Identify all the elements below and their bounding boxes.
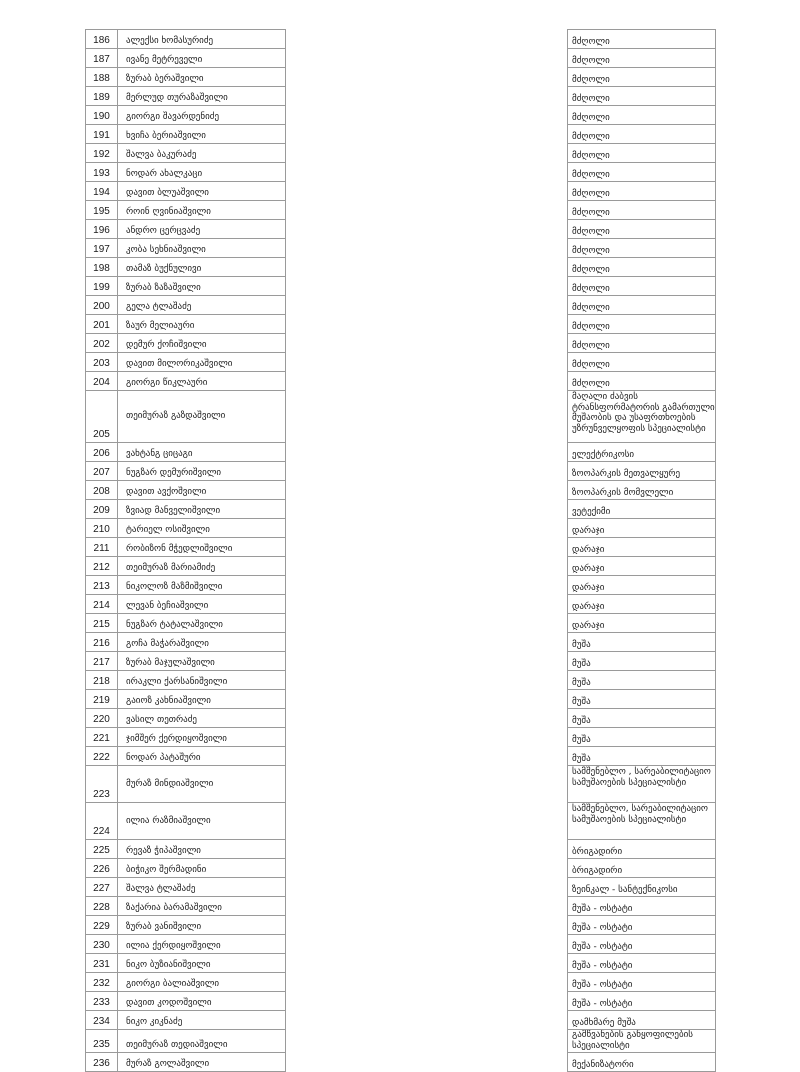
table-row [86, 87, 716, 106]
table-row [86, 652, 716, 671]
employee-name: ვახტანგ ციცაგი [118, 443, 286, 462]
spacer-cell [286, 576, 568, 595]
employee-name: გოჩა მაჭარაშვილი [118, 633, 286, 652]
row-number: 225 [86, 840, 118, 859]
table-row [86, 481, 716, 500]
spacer-cell [286, 614, 568, 633]
employee-name: გიორგი წიკლაური [118, 372, 286, 391]
employee-name: დავით ბლუაშვილი [118, 182, 286, 201]
employee-name: ილია რაზმიაშვილი [118, 803, 286, 840]
employee-name: მურაზ გოლაშვილი [118, 1053, 286, 1072]
row-number: 200 [86, 296, 118, 315]
spacer-cell [286, 897, 568, 916]
spacer-cell [286, 334, 568, 353]
spacer-cell [286, 935, 568, 954]
employee-name: ალექსი ხომასურიძე [118, 30, 286, 49]
spacer-cell [286, 500, 568, 519]
spacer-cell [286, 840, 568, 859]
spacer-cell [286, 747, 568, 766]
employee-name: ჯიმშერ ქერდიყოშვილი [118, 728, 286, 747]
employee-position: მუშა [568, 652, 716, 671]
row-number: 222 [86, 747, 118, 766]
spacer-cell [286, 954, 568, 973]
spacer-cell [286, 595, 568, 614]
staff-table-body [86, 30, 716, 1072]
employee-position: მუშა [568, 671, 716, 690]
row-number: 207 [86, 462, 118, 481]
row-number: 221 [86, 728, 118, 747]
employee-name: დავით კოდოშვილი [118, 992, 286, 1011]
table-row [86, 372, 716, 391]
employee-name: ხვიჩა ბერიაშვილი [118, 125, 286, 144]
employee-name: ზურაბ ზაზაშვილი [118, 277, 286, 296]
table-row [86, 201, 716, 220]
employee-position: ზეინკალ - სანტექნიკოსი [568, 878, 716, 897]
employee-position: მძღოლი [568, 49, 716, 68]
row-number: 234 [86, 1011, 118, 1030]
table-row [86, 334, 716, 353]
table-row [86, 633, 716, 652]
employee-position: მუშა - ოსტატი [568, 954, 716, 973]
spacer-cell [286, 803, 568, 840]
employee-name: ზაურ მელიაური [118, 315, 286, 334]
staff-list-document [85, 29, 715, 1072]
row-number: 211 [86, 538, 118, 557]
employee-name: თეიმურაზ მარიამიძე [118, 557, 286, 576]
table-row [86, 709, 716, 728]
spacer-cell [286, 916, 568, 935]
row-number: 223 [86, 766, 118, 803]
employee-position: მძღოლი [568, 353, 716, 372]
employee-name: ვასილ თეთრაძე [118, 709, 286, 728]
employee-position: მძღოლი [568, 144, 716, 163]
employee-position: მძღოლი [568, 277, 716, 296]
employee-position: მძღოლი [568, 220, 716, 239]
row-number: 188 [86, 68, 118, 87]
spacer-cell [286, 481, 568, 500]
table-row [86, 144, 716, 163]
employee-name: გიორგი შავარდენიძე [118, 106, 286, 125]
employee-position: ზოოპარკის მომვლელი [568, 481, 716, 500]
employee-name: ნოდარ ახალკაცი [118, 163, 286, 182]
table-row [86, 353, 716, 372]
employee-position: ელექტრიკოსი [568, 443, 716, 462]
employee-name: ნიკო კიკნაძე [118, 1011, 286, 1030]
spacer-cell [286, 315, 568, 334]
employee-position: მძღოლი [568, 163, 716, 182]
table-row [86, 576, 716, 595]
spacer-cell [286, 201, 568, 220]
table-row [86, 803, 716, 840]
table-row [86, 878, 716, 897]
employee-position: მუშა - ოსტატი [568, 897, 716, 916]
employee-position: დარაჯი [568, 519, 716, 538]
row-number: 196 [86, 220, 118, 239]
table-row [86, 1030, 716, 1053]
spacer-cell [286, 992, 568, 1011]
employee-position: მძღოლი [568, 296, 716, 315]
employee-name: შალვა ტლაშაძე [118, 878, 286, 897]
row-number: 209 [86, 500, 118, 519]
employee-position: მძღოლი [568, 182, 716, 201]
table-row [86, 443, 716, 462]
employee-position: დარაჯი [568, 576, 716, 595]
employee-position: მძღოლი [568, 258, 716, 277]
spacer-cell [286, 443, 568, 462]
table-row [86, 125, 716, 144]
employee-position: მუშა - ოსტატი [568, 992, 716, 1011]
employee-name: გაიოზ კახნიაშვილი [118, 690, 286, 709]
row-number: 193 [86, 163, 118, 182]
employee-name: ნუგზარ ტატალაშვილი [118, 614, 286, 633]
employee-name: ზურაბ მაჯულაშვილი [118, 652, 286, 671]
table-row [86, 859, 716, 878]
row-number: 192 [86, 144, 118, 163]
spacer-cell [286, 1030, 568, 1053]
employee-position: დარაჯი [568, 538, 716, 557]
row-number: 213 [86, 576, 118, 595]
employee-position: მძღოლი [568, 201, 716, 220]
row-number: 217 [86, 652, 118, 671]
table-row [86, 538, 716, 557]
employee-name: კობა სეხნიაშვილი [118, 239, 286, 258]
employee-name: ნუგზარ დემურიშვილი [118, 462, 286, 481]
spacer-cell [286, 519, 568, 538]
employee-position: დარაჯი [568, 595, 716, 614]
row-number: 190 [86, 106, 118, 125]
spacer-cell [286, 182, 568, 201]
row-number: 210 [86, 519, 118, 538]
employee-name: ნიკო ბუზიანიშვილი [118, 954, 286, 973]
table-row [86, 690, 716, 709]
spacer-cell [286, 859, 568, 878]
employee-name: ილია ქერდიყოშვილი [118, 935, 286, 954]
table-row [86, 973, 716, 992]
table-row [86, 462, 716, 481]
employee-position: დარაჯი [568, 557, 716, 576]
spacer-cell [286, 296, 568, 315]
spacer-cell [286, 144, 568, 163]
row-number: 197 [86, 239, 118, 258]
table-row [86, 728, 716, 747]
employee-position: მძღოლი [568, 30, 716, 49]
table-row [86, 614, 716, 633]
employee-name: დავით ავქოშვილი [118, 481, 286, 500]
employee-name: ზვიად მანველიშვილი [118, 500, 286, 519]
row-number: 203 [86, 353, 118, 372]
employee-position: ვეტექიმი [568, 500, 716, 519]
employee-name: ივანე მეტრეველი [118, 49, 286, 68]
spacer-cell [286, 87, 568, 106]
table-row [86, 557, 716, 576]
row-number: 205 [86, 391, 118, 443]
employee-name: ზურაბ ვანიშვილი [118, 916, 286, 935]
spacer-cell [286, 462, 568, 481]
employee-name: ზურაბ ბერაშვილი [118, 68, 286, 87]
table-row [86, 840, 716, 859]
employee-name: რევაზ ჭიპაშვილი [118, 840, 286, 859]
spacer-cell [286, 633, 568, 652]
row-number: 198 [86, 258, 118, 277]
employee-name: რობიზონ მჭედლიშვილი [118, 538, 286, 557]
spacer-cell [286, 239, 568, 258]
spacer-cell [286, 1053, 568, 1072]
employee-position: მძღოლი [568, 68, 716, 87]
table-row [86, 220, 716, 239]
table-row [86, 595, 716, 614]
spacer-cell [286, 1011, 568, 1030]
table-row [86, 500, 716, 519]
employee-name: გელა ტლაშაძე [118, 296, 286, 315]
spacer-cell [286, 728, 568, 747]
table-row [86, 671, 716, 690]
row-number: 216 [86, 633, 118, 652]
staff-table [85, 29, 716, 1072]
table-row [86, 1053, 716, 1072]
table-row [86, 519, 716, 538]
table-row [86, 296, 716, 315]
employee-name: დემურ ქოჩიშვილი [118, 334, 286, 353]
employee-position: სამშენებლო, სარეაბილიტაციო სამუშაოების სპეციალისტი [568, 803, 716, 840]
employee-position: მუშა [568, 633, 716, 652]
employee-name: ზაქარია ბარამაშვილი [118, 897, 286, 916]
employee-name: ირაკლი ქარსანიშვილი [118, 671, 286, 690]
row-number: 224 [86, 803, 118, 840]
employee-position: დამხმარე მუშა [568, 1011, 716, 1030]
row-number: 206 [86, 443, 118, 462]
employee-position: ზოოპარკის მეთვალყურე [568, 462, 716, 481]
row-number: 195 [86, 201, 118, 220]
employee-position: გამწვანების განყოფილების სპეციალისტი [568, 1030, 716, 1053]
row-number: 208 [86, 481, 118, 500]
row-number: 212 [86, 557, 118, 576]
employee-name: ტარიელ ოსიშვილი [118, 519, 286, 538]
table-row [86, 277, 716, 296]
row-number: 233 [86, 992, 118, 1011]
spacer-cell [286, 671, 568, 690]
employee-name: თამაზ ბუქნულივი [118, 258, 286, 277]
table-row [86, 239, 716, 258]
row-number: 186 [86, 30, 118, 49]
employee-name: თეიმურაზ თედიაშვილი [118, 1030, 286, 1053]
spacer-cell [286, 49, 568, 68]
row-number: 218 [86, 671, 118, 690]
spacer-cell [286, 878, 568, 897]
spacer-cell [286, 106, 568, 125]
table-row [86, 916, 716, 935]
table-row [86, 747, 716, 766]
spacer-cell [286, 766, 568, 803]
row-number: 231 [86, 954, 118, 973]
row-number: 191 [86, 125, 118, 144]
spacer-cell [286, 973, 568, 992]
spacer-cell [286, 30, 568, 49]
row-number: 199 [86, 277, 118, 296]
table-row [86, 391, 716, 443]
employee-position: მუშა [568, 747, 716, 766]
spacer-cell [286, 163, 568, 182]
row-number: 189 [86, 87, 118, 106]
spacer-cell [286, 277, 568, 296]
table-row [86, 30, 716, 49]
row-number: 227 [86, 878, 118, 897]
table-row [86, 258, 716, 277]
row-number: 236 [86, 1053, 118, 1072]
employee-name: მურაზ მინდიაშვილი [118, 766, 286, 803]
table-row [86, 68, 716, 87]
employee-position: ბრიგადირი [568, 840, 716, 859]
spacer-cell [286, 709, 568, 728]
employee-name: ბიჭიკო შერმადინი [118, 859, 286, 878]
employee-name: ლევან ბეჩიაშვილი [118, 595, 286, 614]
employee-position: მუშა [568, 728, 716, 747]
table-row [86, 954, 716, 973]
employee-position: მძღოლი [568, 106, 716, 125]
employee-position: მაღალი ძაბვის ტრანსფორმატორის გამართული მუშაობის და უსაფრთხოების უზრუნველყოფის სპეციალისტი [568, 391, 716, 443]
row-number: 228 [86, 897, 118, 916]
employee-name: თეიმურაზ გაზდაშვილი [118, 391, 286, 443]
spacer-cell [286, 372, 568, 391]
spacer-cell [286, 538, 568, 557]
table-row [86, 766, 716, 803]
employee-position: დარაჯი [568, 614, 716, 633]
employee-position: მძღოლი [568, 372, 716, 391]
employee-position: მუშა - ოსტატი [568, 935, 716, 954]
employee-name: მერლუდ თურაზაშვილი [118, 87, 286, 106]
row-number: 235 [86, 1030, 118, 1053]
spacer-cell [286, 652, 568, 671]
row-number: 230 [86, 935, 118, 954]
table-row [86, 992, 716, 1011]
table-row [86, 49, 716, 68]
employee-position: მუშა - ოსტატი [568, 973, 716, 992]
spacer-cell [286, 557, 568, 576]
spacer-cell [286, 125, 568, 144]
spacer-cell [286, 353, 568, 372]
employee-name: ნოდარ პატაშური [118, 747, 286, 766]
spacer-cell [286, 220, 568, 239]
row-number: 219 [86, 690, 118, 709]
employee-name: ნიკოლოზ მაზმიშვილი [118, 576, 286, 595]
row-number: 214 [86, 595, 118, 614]
employee-position: მექანიზატორი [568, 1053, 716, 1072]
row-number: 229 [86, 916, 118, 935]
employee-position: მუშა [568, 709, 716, 728]
employee-name: შალვა ბაკურაძე [118, 144, 286, 163]
table-row [86, 182, 716, 201]
employee-name: როინ ღვინიაშვილი [118, 201, 286, 220]
spacer-cell [286, 391, 568, 443]
spacer-cell [286, 690, 568, 709]
employee-position: ბრიგადირი [568, 859, 716, 878]
row-number: 201 [86, 315, 118, 334]
employee-position: მძღოლი [568, 334, 716, 353]
employee-position: მძღოლი [568, 125, 716, 144]
employee-position: მუშა [568, 690, 716, 709]
table-row [86, 935, 716, 954]
employee-position: მძღოლი [568, 239, 716, 258]
employee-position: სამშენებლო , სარეაბილიტაციო სამუშაოების სპეციალისტი [568, 766, 716, 803]
row-number: 220 [86, 709, 118, 728]
employee-name: გიორგი ბალიაშვილი [118, 973, 286, 992]
employee-position: მძღოლი [568, 315, 716, 334]
employee-name: დავით მილორიკაშვილი [118, 353, 286, 372]
employee-position: მუშა - ოსტატი [568, 916, 716, 935]
row-number: 202 [86, 334, 118, 353]
table-row [86, 163, 716, 182]
employee-name: ანდრო ცერცვაძე [118, 220, 286, 239]
spacer-cell [286, 68, 568, 87]
table-row [86, 1011, 716, 1030]
row-number: 226 [86, 859, 118, 878]
row-number: 204 [86, 372, 118, 391]
spacer-cell [286, 258, 568, 277]
row-number: 215 [86, 614, 118, 633]
row-number: 232 [86, 973, 118, 992]
table-row [86, 106, 716, 125]
employee-position: მძღოლი [568, 87, 716, 106]
table-row [86, 897, 716, 916]
table-row [86, 315, 716, 334]
row-number: 187 [86, 49, 118, 68]
row-number: 194 [86, 182, 118, 201]
